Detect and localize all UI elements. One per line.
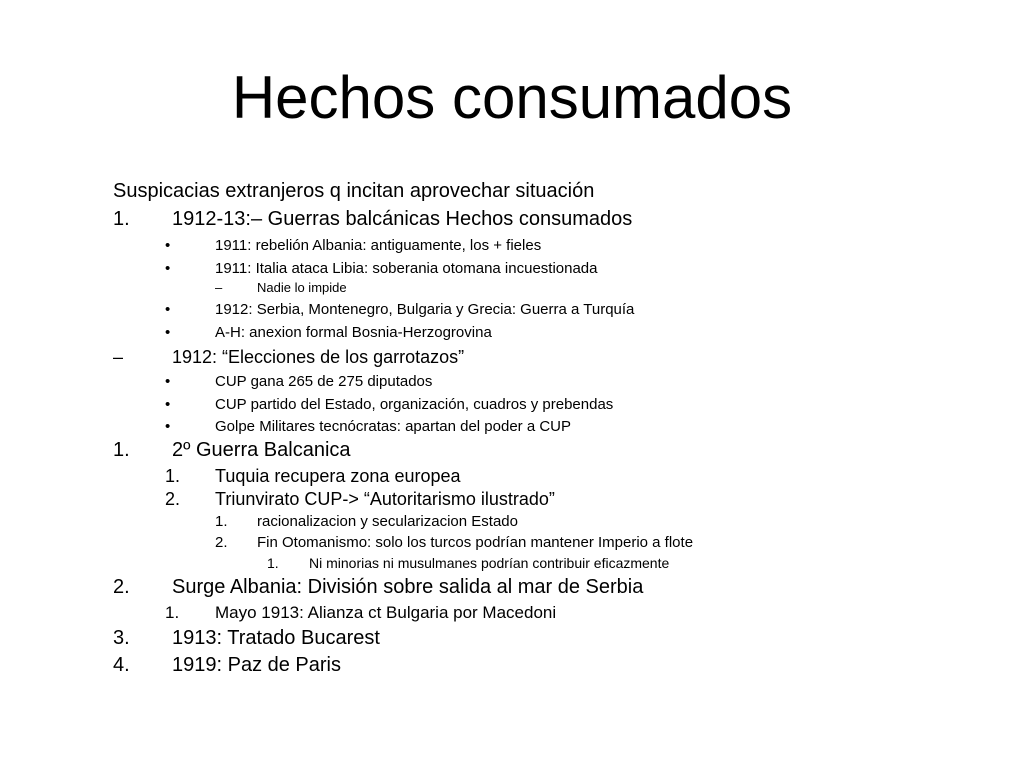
line-text: 1912: Serbia, Montenegro, Bulgaria y Grecia: Guerra a Turquía	[215, 301, 635, 318]
bullet-icon: •	[165, 418, 171, 435]
line-text: Nadie lo impide	[257, 280, 347, 295]
dash-icon: –	[215, 280, 223, 295]
line-marker: 1.	[113, 439, 130, 461]
line-text: Mayo 1913: Alianza ct Bulgaria por Macedoni	[215, 603, 557, 622]
line-text: Golpe Militares tecnócratas: apartan del poder a CUP	[215, 418, 572, 435]
line-text: A-H: anexion formal Bosnia-Herzogrovina	[215, 324, 492, 341]
line-marker: 1.	[165, 466, 181, 486]
line-marker: 1.	[267, 555, 279, 571]
line-text: 1911: Italia ataca Libia: soberania otomana incuestionada	[215, 260, 598, 277]
line-text: 2º Guerra Balcanica	[172, 439, 351, 461]
line-text: Triunvirato CUP-> “Autoritarismo ilustrado”	[215, 489, 555, 509]
line-marker: 2.	[215, 534, 228, 551]
bullet-icon: •	[165, 396, 171, 413]
line-text: Fin Otomanismo: solo los turcos podrían mantener Imperio a flote	[257, 534, 694, 551]
line-marker: 1.	[215, 513, 228, 530]
line-text: 1913: Tratado Bucarest	[172, 627, 380, 649]
line-text: Ni minorias ni musulmanes podrían contribuir eficazmente	[309, 555, 670, 571]
line-text: Surge Albania: División sobre salida al mar de Serbia	[172, 576, 644, 598]
line-text: CUP partido del Estado, organización, cuadros y prebendas	[215, 396, 614, 413]
bullet-icon: •	[165, 373, 171, 390]
line-text: CUP gana 265 de 275 diputados	[215, 373, 433, 390]
bullet-icon: •	[165, 237, 171, 254]
line-marker: 1.	[165, 603, 180, 622]
dash-icon: –	[113, 347, 124, 367]
bullet-icon: •	[165, 324, 171, 341]
slide-title: Hechos consumados	[231, 64, 793, 131]
line-marker: 4.	[113, 654, 130, 676]
line-text: 1912: “Elecciones de los garrotazos”	[172, 347, 465, 367]
line-text: 1919: Paz de Paris	[172, 654, 341, 676]
line-text: 1911: rebelión Albania: antiguamente, los + fieles	[215, 237, 542, 254]
line-text: Tuquia recupera zona europea	[215, 466, 461, 486]
line-text: 1912-13:– Guerras balcánicas Hechos consumados	[172, 208, 633, 230]
line-text: racionalizacion y secularizacion Estado	[257, 513, 518, 530]
line-marker: 2.	[113, 576, 130, 598]
line-marker: 1.	[113, 208, 130, 230]
line-marker: 3.	[113, 627, 130, 649]
line-marker: 2.	[165, 489, 181, 509]
bullet-icon: •	[165, 301, 171, 318]
line-text: Suspicacias extranjeros q incitan aprovechar situación	[113, 180, 595, 202]
bullet-icon: •	[165, 260, 171, 277]
